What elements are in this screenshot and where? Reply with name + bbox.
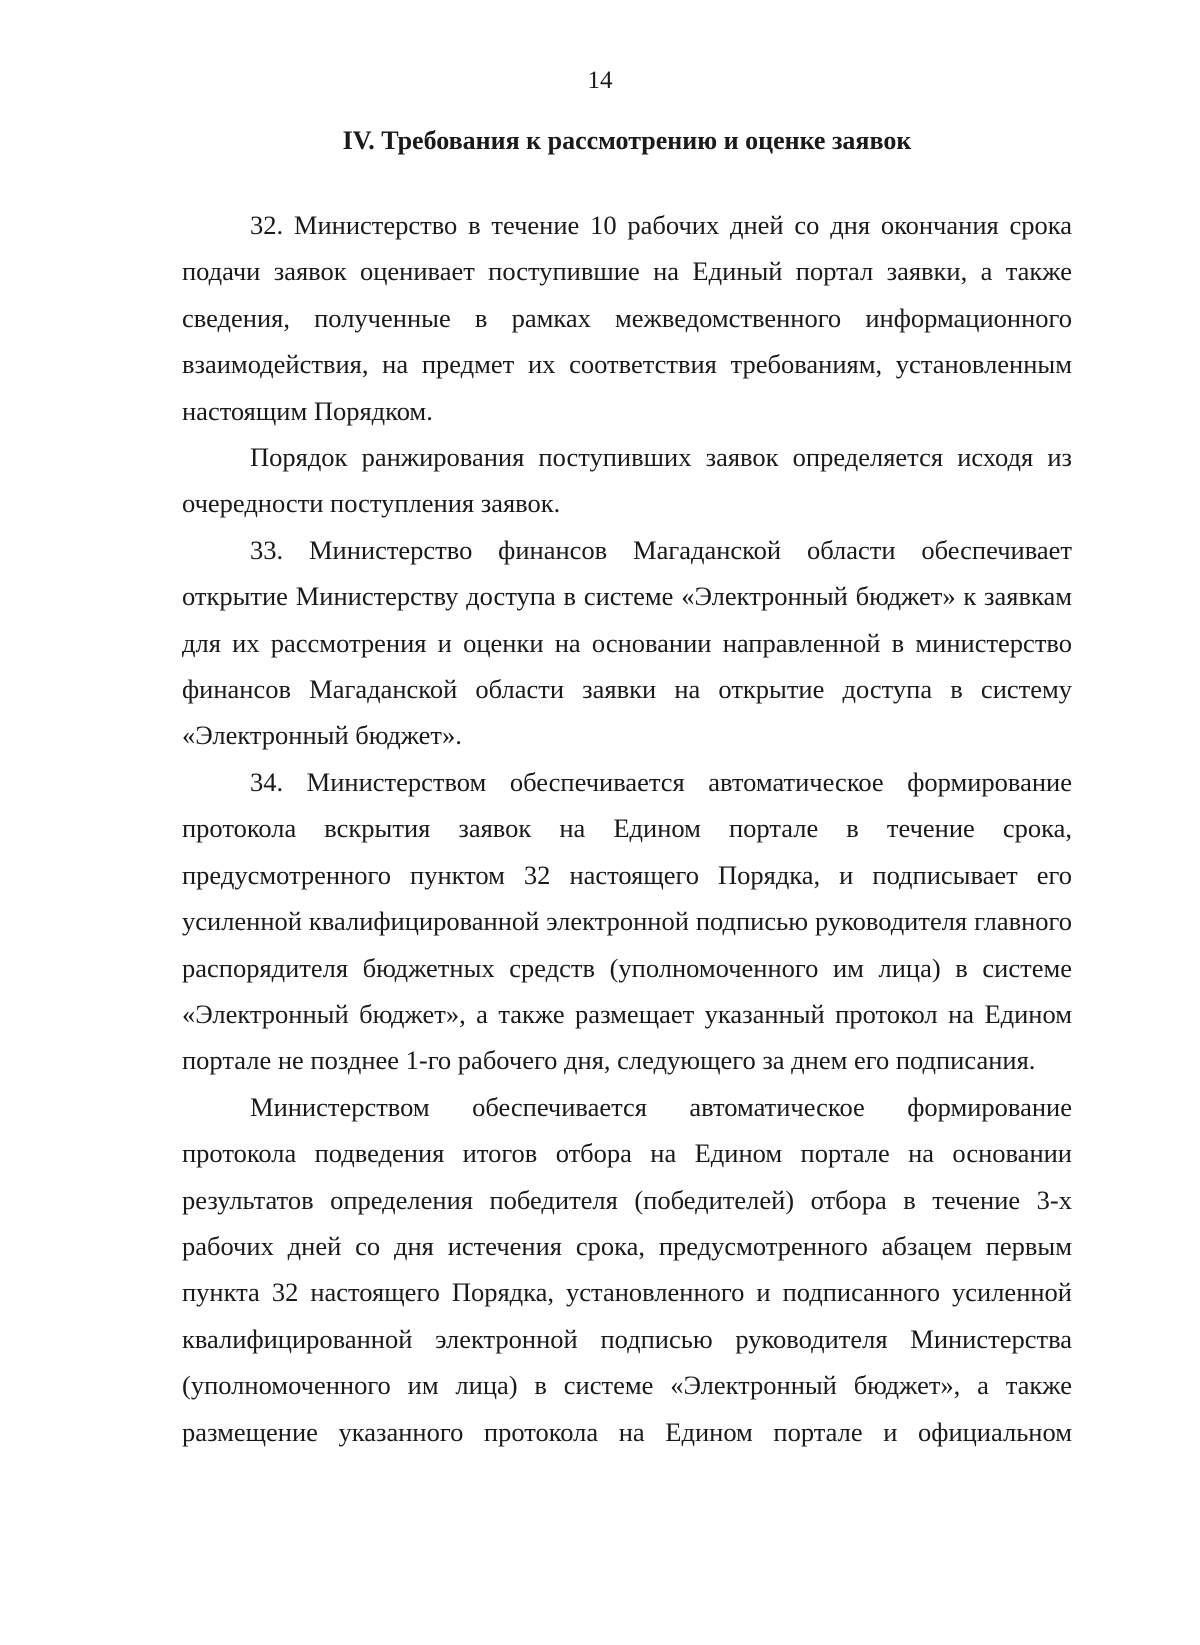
paragraph-34: 34. Министерством обеспечивается автоматическое формирование протокола вскрытия заявок на Едином портале в течение срока, предусмотренного пунктом 32 настоящего Порядка, и подписывает его усиленной квалифицированной электронной подписью руководителя главного распорядителя бюджетных средств (уполномоченного им лица) в системе «Электронный бюджет», а также размещает указанный протокол на Едином портале не позднее 1-го рабочего дня, следующего за днем его подписания. bbox=[182, 766, 1072, 1076]
paragraph-33: 33. Министерство финансов Магаданской области обеспечивает открытие Министерству доступа в системе «Электронный бюджет» к заявкам для их рассмотрения и оценки на основании направленной в министерство финансов Магаданской области заявки на открытие доступа в систему «Электронный бюджет». bbox=[182, 534, 1072, 751]
paragraph-34-summary-protocol: Министерством обеспечивается автоматическое формирование протокола подведения итогов отбора на Едином портале на основании результатов определения победителя (победителей) отбора в течение 3-х рабочих дней со дня истечения срока, предусмотренного абзацем первым пункта 32 настоящего Порядка, установленного и подписанного усиленной квалифицированной электронной подписью руководителя Министерства (уполномоченного им лица) в системе «Электронный бюджет», а также размещение указанного протокола на Едином портале и официальном bbox=[182, 1091, 1072, 1447]
document-body bbox=[182, 202, 1072, 1455]
paragraph-32-ranking: Порядок ранжирования поступивших заявок определяется исходя из очередности поступления заявок. bbox=[182, 442, 1072, 519]
page-number: 14 bbox=[587, 67, 613, 94]
paragraph-32: 32. Министерство в течение 10 рабочих дней со дня окончания срока подачи заявок оценивает поступившие на Единый портал заявки, а также сведения, полученные в рамках межведомственного информационного взаимодействия, на предмет их соответствия требованиям, установленным настоящим Порядком. bbox=[182, 210, 1072, 426]
section-title: IV. Требования к рассмотрению и оценке заявок bbox=[342, 126, 912, 155]
